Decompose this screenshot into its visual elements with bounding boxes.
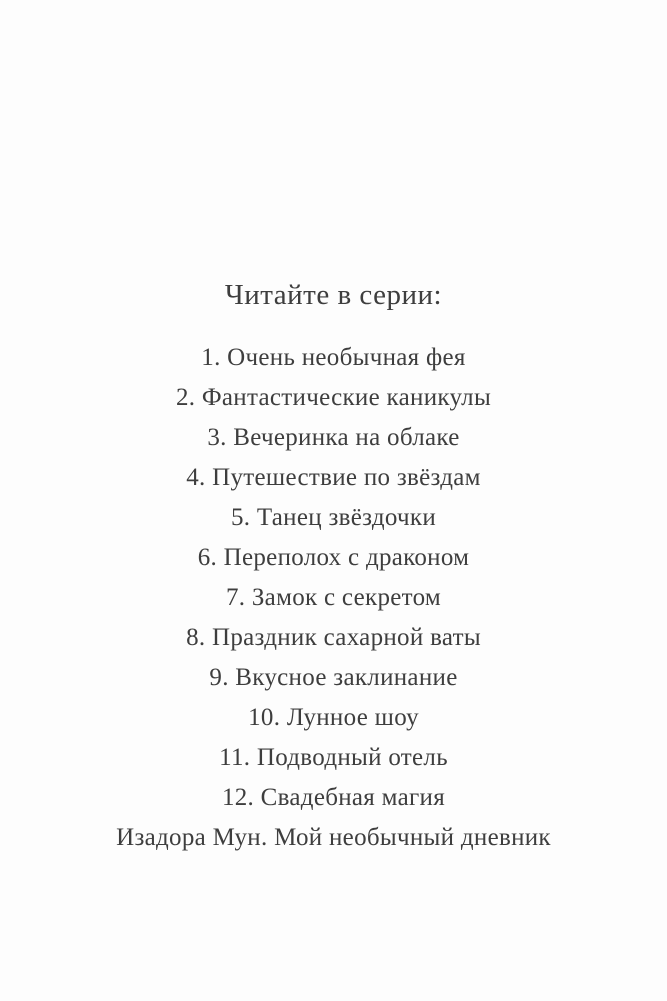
series-item-1: 1. Очень необычная фея	[201, 344, 466, 371]
series-footer-line: Изадора Мун. Мой необычный дневник	[116, 824, 551, 851]
series-item-2: 2. Фантастические каникулы	[175, 384, 492, 411]
series-item-5: 5. Танец звёздочки	[230, 504, 437, 531]
series-item-4: 4. Путешествие по звёздам	[186, 464, 481, 491]
series-list	[0, 338, 667, 858]
series-item-11: 11. Подводный отель	[219, 744, 448, 771]
series-item-9: 9. Вкусное заклинание	[209, 664, 458, 691]
series-item-6: 6. Переполох с драконом	[197, 544, 470, 571]
series-item-8: 8. Праздник сахарной ваты	[186, 624, 481, 651]
series-item-7: 7. Замок с секретом	[225, 584, 442, 611]
series-item-10: 10. Лунное шоу	[248, 704, 419, 731]
series-item-3: 3. Вечеринка на облаке	[207, 424, 460, 451]
series-item-12: 12. Свадебная магия	[221, 784, 446, 811]
series-heading: Читайте в серии:	[224, 279, 443, 311]
